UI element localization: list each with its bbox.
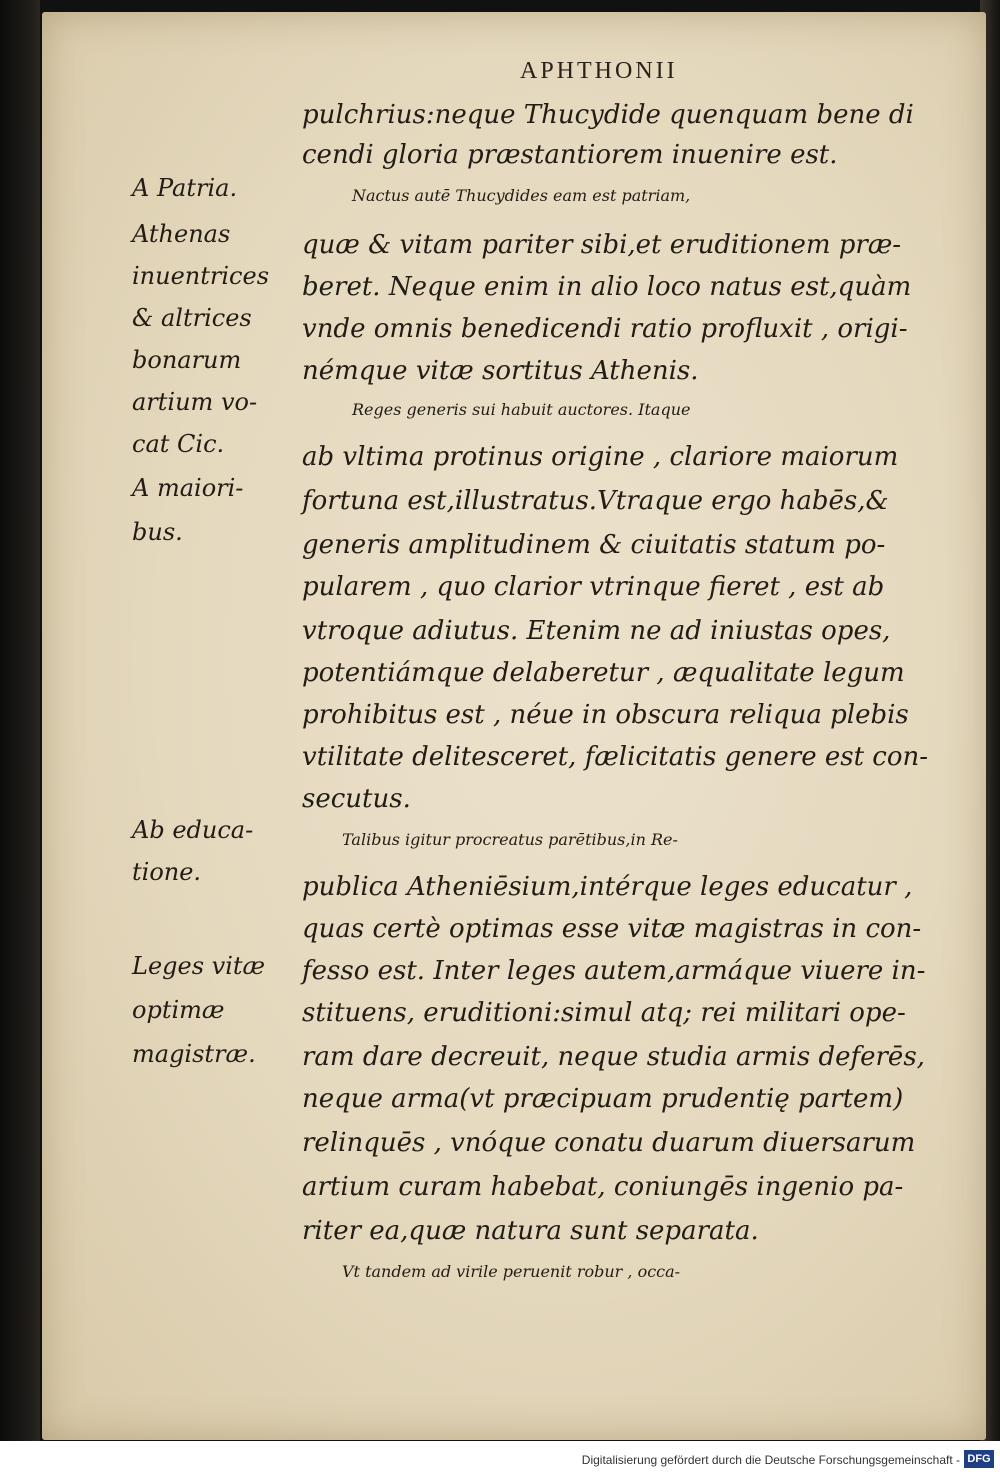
margin-note: cat Cic. bbox=[132, 430, 225, 458]
margin-note: A Patria. bbox=[132, 174, 238, 202]
body-line: Nactus autē Thucydides eam est patriam, bbox=[352, 186, 691, 205]
body-line: pularem , quo clarior vtrinque fieret , est ab bbox=[302, 572, 885, 602]
body-line: relinquēs , vnóque conatu duarum diuersarum bbox=[302, 1128, 916, 1158]
body-line: vnde omnis benedicendi ratio profluxit , origi- bbox=[302, 314, 908, 344]
margin-note: optimæ bbox=[132, 996, 225, 1024]
body-line: neque arma(vt præcipuam prudentię partem) bbox=[302, 1084, 904, 1114]
footer-credit: Digitalisierung gefördert durch die Deutsche Forschungsgemeinschaft - bbox=[581, 1453, 960, 1467]
body-line: publica Atheniēsium,intérque leges educatur , bbox=[302, 872, 913, 902]
margin-note: artium vo- bbox=[132, 388, 258, 416]
body-line: ram dare decreuit, neque studia armis deferēs, bbox=[302, 1042, 925, 1072]
body-line: potentiámque delaberetur , æqualitate legum bbox=[302, 658, 905, 688]
body-line: quas certè optimas esse vitæ magistras in con- bbox=[302, 914, 922, 944]
body-line: fesso est. Inter leges autem,armáque viuere in- bbox=[302, 956, 926, 986]
body-line: beret. Neque enim in alio loco natus est,quàm bbox=[302, 272, 912, 302]
body-line: fortuna est,illustratus.Vtraque ergo habēs,& bbox=[302, 486, 889, 516]
margin-note: magistræ. bbox=[132, 1040, 256, 1068]
body-line: Talibus igitur procreatus parētibus,in Re- bbox=[342, 830, 678, 849]
margin-note: Ab educa- bbox=[132, 816, 254, 844]
book-edge-left bbox=[0, 0, 40, 1479]
body-line: vtilitate delitesceret, fælicitatis genere est con- bbox=[302, 742, 929, 772]
body-line: pulchrius:neque Thucydide quenquam bene di bbox=[302, 100, 914, 130]
margin-note: inuentrices bbox=[132, 262, 270, 290]
body-line: Vt tandem ad virile peruenit robur , occa- bbox=[342, 1262, 681, 1281]
margin-note: & altrices bbox=[132, 304, 252, 332]
body-line: artium curam habebat, coniungēs ingenio pa- bbox=[302, 1172, 904, 1202]
body-line: vtroque adiutus. Etenim ne ad iniustas opes, bbox=[302, 616, 891, 646]
margin-note: Leges vitæ bbox=[132, 952, 266, 980]
body-line: quæ & vitam pariter sibi,et eruditionem præ- bbox=[302, 230, 902, 260]
margin-note: A maiori- bbox=[132, 474, 244, 502]
margin-note: bonarum bbox=[132, 346, 242, 374]
body-line: cendi gloria præstantiorem inuenire est. bbox=[302, 140, 838, 170]
body-line: riter ea,quæ natura sunt separata. bbox=[302, 1216, 759, 1246]
margin-note: tione. bbox=[132, 858, 202, 886]
dfg-logo: DFG bbox=[964, 1450, 994, 1468]
body-line: Reges generis sui habuit auctores. Itaque bbox=[352, 400, 691, 419]
margin-note: bus. bbox=[132, 518, 183, 546]
body-line: prohibitus est , néue in obscura reliqua plebis bbox=[302, 700, 909, 730]
body-line: generis amplitudinem & ciuitatis statum po- bbox=[302, 530, 886, 560]
body-line: secutus. bbox=[302, 784, 411, 814]
footer-bar bbox=[0, 1441, 1000, 1479]
body-line: némque vitæ sortitus Athenis. bbox=[302, 356, 699, 386]
margin-note: Athenas bbox=[132, 220, 231, 248]
body-line: stituens, eruditioni:simul atq; rei militari ope- bbox=[302, 998, 906, 1028]
running-head: APHTHONII bbox=[520, 58, 678, 84]
body-line: ab vltima protinus origine , clariore maiorum bbox=[302, 442, 899, 472]
